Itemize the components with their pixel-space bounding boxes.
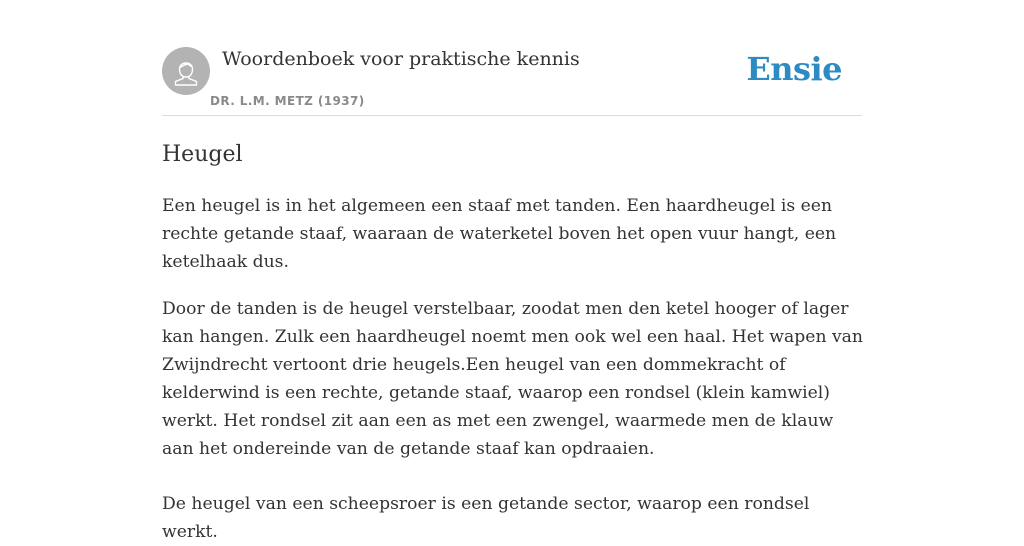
page-content xyxy=(162,0,864,542)
entry-paragraph: Een heugel is in het algemeen een staaf met tanden. Een haardheugel is een rechte getande staaf, waaraan de waterketel boven het open vuur hangt, een ketelhaak dus. xyxy=(162,196,837,272)
brand-logo[interactable]: Ensie xyxy=(746,50,842,88)
author-avatar[interactable] xyxy=(162,47,210,95)
user-icon xyxy=(162,47,210,95)
entry-paragraph: Door de tanden is de heugel verstelbaar, zoodat men den ketel hooger of lager kan hangen. Zulk een haardheugel noemt men ook wel een haal. Het wapen van Zwijndrecht vertoont drie heugels.Een heugel van een dommekracht of kelderwind is een rechte, getande staaf, waarop een rondsel (klein kamwiel) werkt. Het rondsel zit aan een as met een zwengel, waarmede men de klauw aan het ondereinde van de getande staaf kan opdraaien. xyxy=(162,299,864,459)
entry-paragraph: De heugel van een scheepsroer is een getande sector, waarop een rondsel werkt. xyxy=(162,494,810,542)
book-title[interactable]: Woordenboek voor praktische kennis xyxy=(222,48,580,70)
book-author: DR. L.M. METZ (1937) xyxy=(210,94,365,108)
entry-title: Heugel xyxy=(162,142,243,167)
source-header xyxy=(162,0,862,116)
